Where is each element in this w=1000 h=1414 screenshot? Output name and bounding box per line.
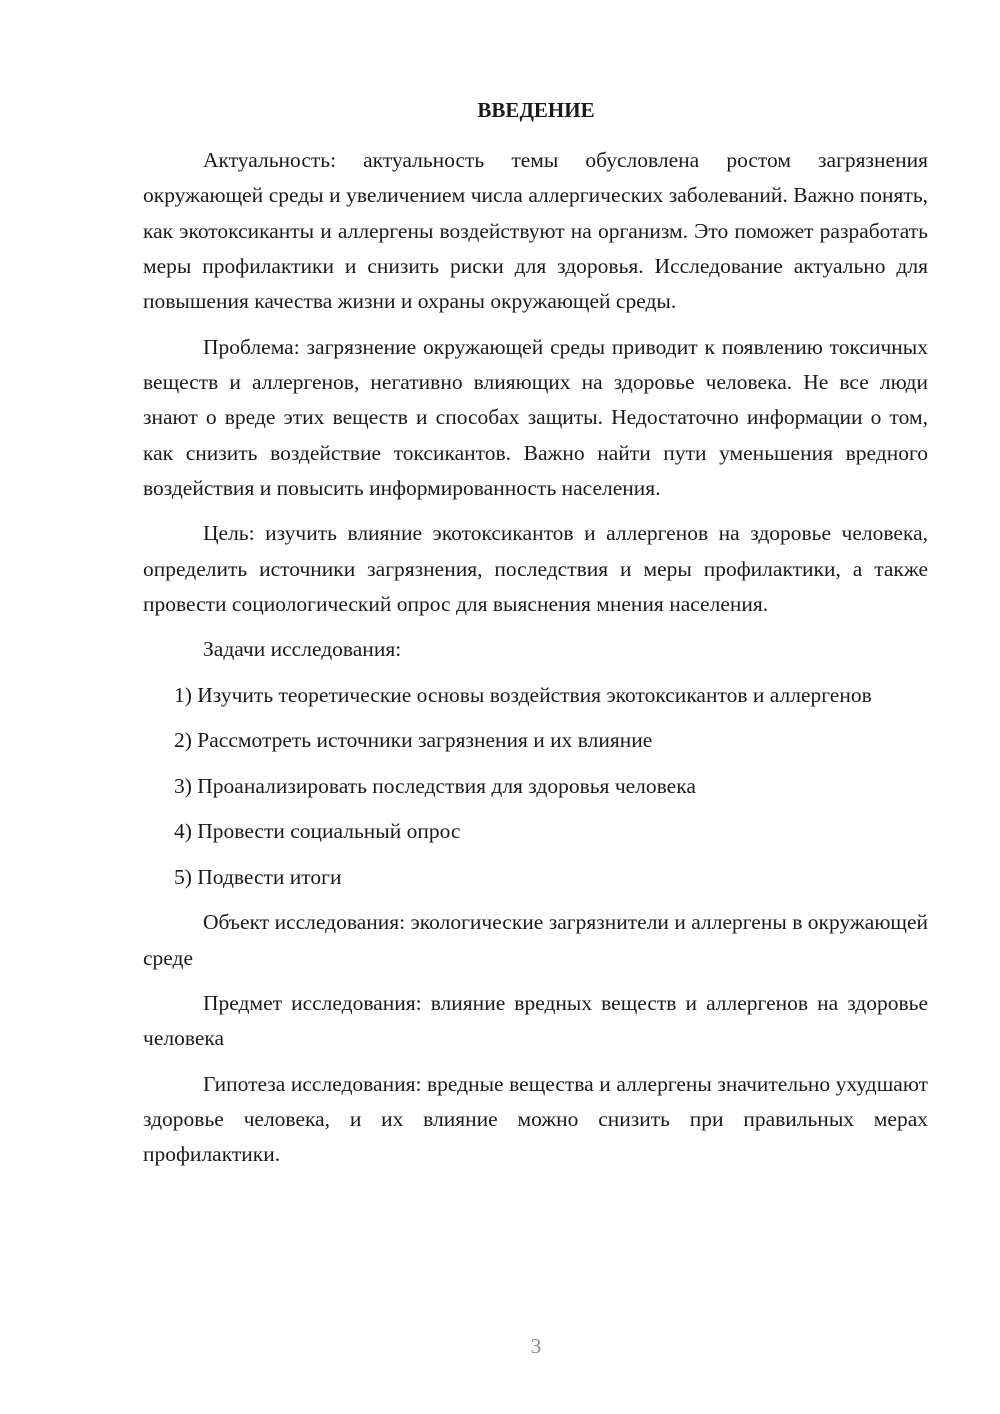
paragraph-subject: Предмет исследования: влияние вредных веществ и аллергенов на здоровье человека [143, 991, 928, 1051]
paragraph-hypothesis: Гипотеза исследования: вредные вещества и аллергены значительно ухудшают здоровье человека, и их влияние можно снизить при правильных мерах профилактики. [143, 1071, 928, 1167]
task-item-1: 1) Изучить теоретические основы воздействия экотоксикантов и аллергенов [174, 682, 872, 707]
paragraph-object: Объект исследования: экологические загрязнители и аллергены в окружающей среде [143, 910, 928, 970]
paragraph-problem: Проблема: загрязнение окружающей среды приводит к появлению токсичных веществ и аллергенов, негативно влияющих на здоровье человека. Не все люди знают о вреде этих веществ и способах защиты. Недостаточно информации о том, как снизить воздействие токсикантов. Важно найти пути уменьшения вредного воздействия и повысить информированность населения. [143, 334, 928, 500]
paragraph-goal: Цель: изучить влияние экотоксикантов и аллергенов на здоровье человека, определить источники загрязнения, последствия и меры профилактики, а также провести социологический опрос для выяснения мнения населения. [143, 521, 928, 616]
task-item-3: 3) Проанализировать последствия для здоровья человека [174, 773, 696, 798]
tasks-heading: Задачи исследования: [203, 637, 402, 662]
paragraph-relevance: Актуальность: актуальность темы обусловлена ростом загрязнения окружающей среды и увеличением числа аллергических заболеваний. Важно понять, как экотоксиканты и аллергены воздействуют на организм. Это поможет разработать меры профилактики и снизить риски для здоровья. Исследование актуально для повышения качества жизни и охраны окружающей среды. [143, 148, 928, 314]
document-body [143, 143, 928, 1183]
task-item-4: 4) Провести социальный опрос [174, 819, 461, 844]
page-title: ВВЕДЕНИЕ [477, 98, 595, 122]
page-number: 3 [530, 1334, 542, 1358]
task-item-5: 5) Подвести итоги [174, 864, 342, 889]
task-item-2: 2) Рассмотреть источники загрязнения и их влияние [174, 728, 653, 753]
